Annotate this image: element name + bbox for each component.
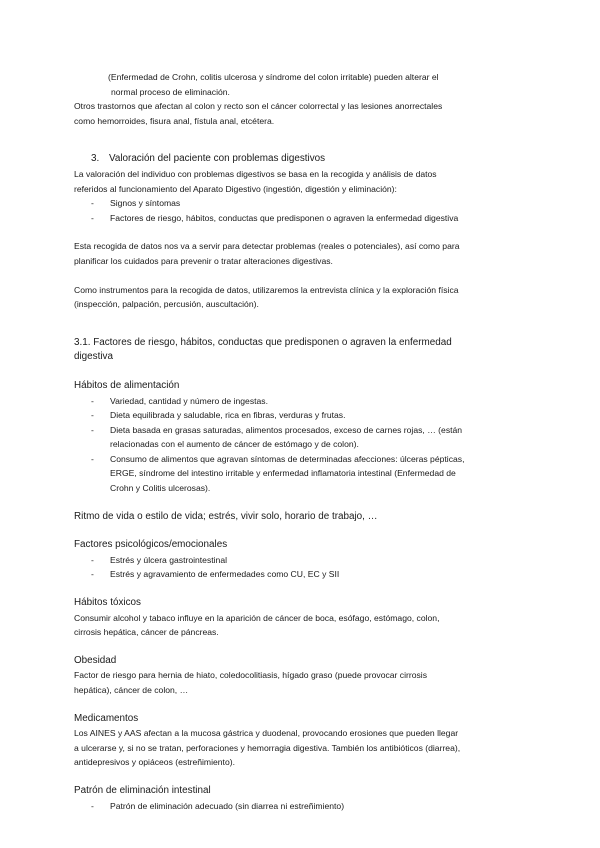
paragraph: Los AINES y AAS afectan a la mucosa gástrica y duodenal, provocando erosiones que pueden llegar a ulcerarse y, si no se tratan, perforaciones y hemorragia digestiva. También los antibióticos (diarrea), antidepresivos y opiáceos (estreñimiento). (74, 728, 461, 768)
section-3-1-heading (74, 336, 560, 365)
list-item: - Estrés y úlcera gastrointestinal (91, 554, 228, 565)
list-item: - Patrón de eliminación adecuado (sin diarrea ni estreñimiento) (91, 800, 345, 811)
list-item: - Factores de riesgo, hábitos, conductas que predisponen o agraven la enfermedad digestiva (91, 212, 459, 223)
subsection-title: 3.1. Factores de riesgo, hábitos, conductas que predisponen o agraven la enfermedad (74, 336, 452, 348)
text-line: planificar los cuidados para prevenir o tratar alteraciones digestivas. (74, 255, 333, 266)
text-line: referidos al funcionamiento del Aparato Digestivo (ingestión, digestión y eliminación): (74, 183, 397, 194)
paragraph: Factor de riesgo para hernia de hiato, coledocolitiasis, hígado graso (puede provocar cirrosis hepática), cáncer de colon, … (74, 670, 428, 695)
text-line: Otros trastornos que afectan al colon y recto son el cáncer colorrectal y las lesiones anorrectales (74, 101, 443, 112)
bullet-list (74, 196, 560, 225)
subheading: Medicamentos (74, 712, 139, 724)
text-line: (inspección, palpación, percusión, auscultación). (74, 299, 259, 310)
section-title: Valoración del paciente con problemas digestivos (109, 153, 326, 165)
subheading: Hábitos tóxicos (74, 597, 141, 609)
bullet-list (74, 394, 560, 496)
text-line: Ritmo de vida o estilo de vida; estrés, vivir solo, horario de trabajo, … (74, 510, 378, 522)
paragraph: Consumir alcohol y tabaco influye en la aparición de cáncer de boca, esófago, estómago, colon, cirrosis hepática, cáncer de páncreas. (74, 612, 440, 638)
text-line: (Enfermedad de Crohn, colitis ulcerosa y síndrome del colon irritable) pueden alterar el (108, 72, 439, 82)
bullet-list (74, 799, 560, 814)
intro-block (74, 70, 560, 128)
subsection-title: digestiva (74, 351, 113, 363)
section-number: 3. (91, 153, 100, 165)
list-item: - Variedad, cantidad y número de ingestas. (91, 395, 268, 406)
text-line: Esta recogida de datos nos va a servir para detectar problemas (reales o potenciales), así como para (74, 241, 460, 252)
section-3-heading (74, 152, 560, 167)
list-item: - Signos y síntomas (91, 198, 181, 209)
subheading: Factores psicológicos/emocionales (74, 539, 228, 551)
bullet-list (74, 553, 560, 582)
list-item: - Estrés y agravamiento de enfermedades como CU, EC y SII (91, 569, 340, 580)
section-3-body (74, 167, 560, 312)
text-line: como hemorroides, fisura anal, fístula anal, etcétera. (74, 115, 275, 126)
list-item: - Consumo de alimentos que agravan síntomas de determinadas afecciones: úlceras pépticas, ERGE, síndrome del intestino irritable y enfermedad inflamatoria intestinal (Enfermedad de Crohn y Colitis ulcerosas). (91, 453, 465, 494)
text-line: normal proceso de eliminación. (111, 86, 230, 97)
subheading: Patrón de eliminación intestinal (74, 784, 211, 796)
list-item: - Dieta equilibrada y saludable, rica en fibras, verduras y frutas. (91, 410, 346, 421)
subheading: Obesidad (74, 654, 117, 666)
text-line: La valoración del individuo con problemas digestivos se basa en la recogida y análisis de datos (74, 168, 437, 179)
list-item: - Dieta basada en grasas saturadas, alimentos procesados, exceso de carnes rojas, … (están relacionadas con el aumento de cáncer de estómago y de colon). (91, 424, 463, 450)
text-line: Como instrumentos para la recogida de datos, utilizaremos la entrevista clínica y la exploración física (74, 284, 459, 295)
subheading: Hábitos de alimentación (74, 379, 180, 391)
